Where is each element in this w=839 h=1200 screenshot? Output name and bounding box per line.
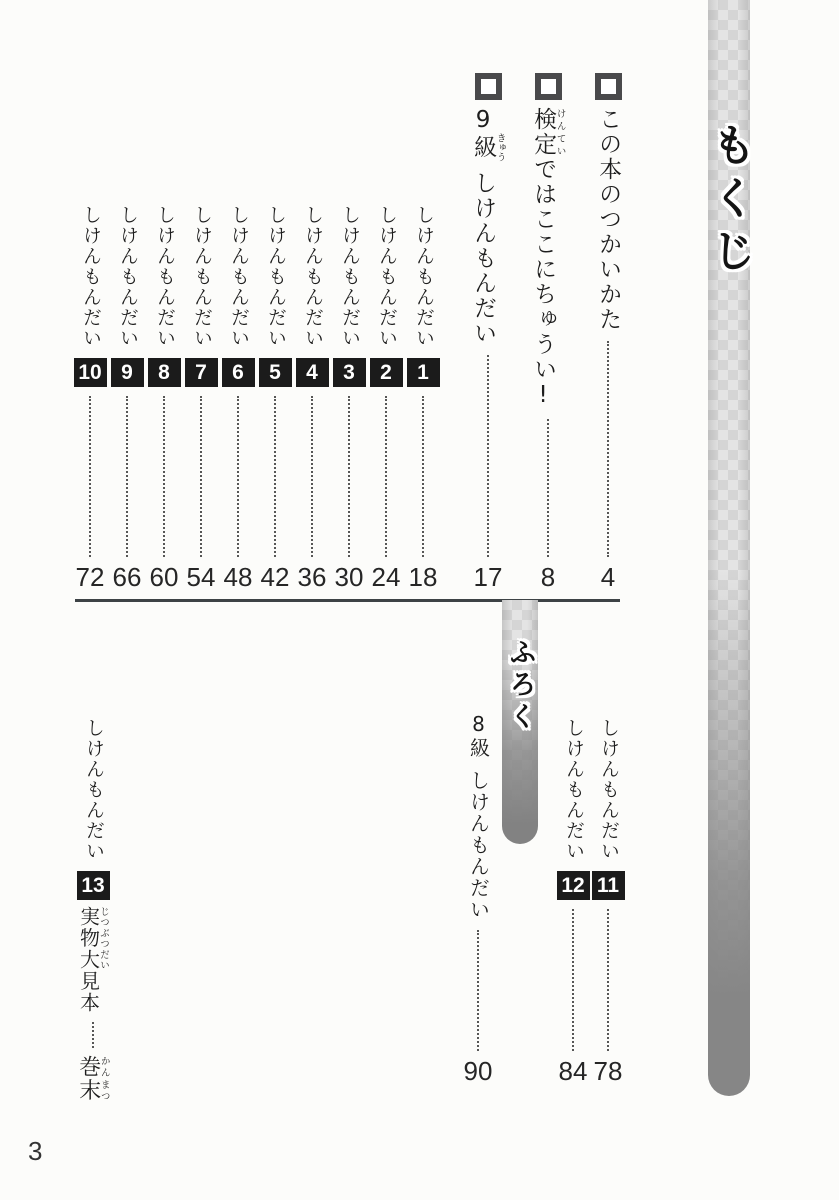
dotted-leader	[477, 930, 479, 1052]
toc-item-13	[71, 718, 115, 1102]
dotted-leader	[274, 396, 276, 558]
grade-kanji: 級	[466, 737, 491, 759]
furoku-badge-label: ふろく	[504, 638, 536, 734]
section-divider-line	[75, 599, 620, 602]
toc-entry-how-to-use	[586, 73, 630, 590]
item-label: しけんもんだい	[338, 205, 361, 349]
item-subtitle	[78, 906, 109, 1014]
item-number-badge: 13	[77, 871, 110, 900]
ruby-base: 巻末	[75, 1055, 101, 1102]
dotted-leader	[385, 396, 387, 558]
page-number: 24	[371, 562, 401, 592]
page-number: 90	[463, 1056, 493, 1086]
item-number-badge: 3	[333, 358, 366, 387]
item-number-badge: 9	[111, 358, 144, 387]
page-number: 48	[223, 562, 253, 592]
folio-page-number: 3	[28, 1136, 43, 1166]
title-rest: しけんもんだい	[466, 770, 491, 921]
grade-digit: 9	[470, 107, 497, 135]
page-number: 42	[260, 562, 290, 592]
square-bullet-icon	[535, 73, 562, 100]
page-number: 60	[149, 562, 179, 592]
item-label: しけんもんだい	[82, 718, 105, 862]
toc-item-3	[331, 205, 367, 590]
page-number: 18	[408, 562, 438, 592]
ruby-furigana: じつぶつだい	[98, 905, 109, 970]
page-number: 84	[558, 1056, 588, 1086]
dotted-leader	[348, 396, 350, 558]
toc-item-10	[72, 205, 108, 590]
dotted-leader	[92, 1022, 94, 1048]
item-number-badge: 2	[370, 358, 403, 387]
toc-item-7	[183, 205, 219, 590]
dotted-leader	[487, 355, 489, 557]
item-number-badge: 5	[259, 358, 292, 387]
page-number: 36	[297, 562, 327, 592]
toc-item-8	[146, 205, 182, 590]
mokuji-title: もくじ	[704, 122, 755, 281]
item-number-badge: 6	[222, 358, 255, 387]
dotted-leader	[547, 419, 549, 557]
item-label: しけんもんだい	[597, 718, 620, 862]
toc-item-12	[555, 718, 591, 1084]
ruby-furigana: きゅう	[494, 133, 506, 162]
title-rest: ではここにちゅうい!	[530, 157, 557, 410]
dotted-leader	[607, 909, 609, 1052]
toc-item-6	[220, 205, 256, 590]
item-label: しけんもんだい	[153, 205, 176, 349]
ruby-base: 実物大	[76, 905, 101, 970]
item-number-badge: 8	[148, 358, 181, 387]
dotted-leader	[311, 396, 313, 558]
toc-item-9	[109, 205, 145, 590]
square-bullet-icon	[595, 73, 622, 100]
ruby-base: 検定	[530, 107, 557, 157]
item-number-badge: 10	[74, 358, 107, 387]
dotted-leader	[89, 396, 91, 558]
item-label: しけんもんだい	[264, 205, 287, 349]
mokuji-tab-bar	[704, 0, 755, 1096]
ruby-furigana: けんてい	[554, 107, 566, 157]
toc-item-4	[294, 205, 330, 590]
item-label: しけんもんだい	[190, 205, 213, 349]
toc-entry-title	[468, 712, 489, 921]
dotted-leader	[572, 909, 574, 1052]
dotted-leader	[422, 396, 424, 558]
item-label: しけんもんだい	[562, 718, 585, 862]
item-number-badge: 7	[185, 358, 218, 387]
item-label: しけんもんだい	[301, 205, 324, 349]
item-number-badge: 1	[407, 358, 440, 387]
title-rest: しけんもんだい	[470, 171, 497, 346]
page-number: 30	[334, 562, 364, 592]
toc-item-5	[257, 205, 293, 590]
toc-item-1	[405, 205, 441, 590]
item-label: しけんもんだい	[375, 205, 398, 349]
grade-digit: 8	[466, 712, 491, 738]
toc-entry-8kyu-test	[456, 712, 500, 1084]
dotted-leader	[163, 396, 165, 558]
furoku-badge	[502, 600, 538, 844]
page-number: 54	[186, 562, 216, 592]
ruby-base: 級	[470, 133, 497, 162]
dotted-leader	[607, 341, 609, 557]
toc-entry-9kyu-test	[466, 73, 510, 590]
item-label: しけんもんだい	[79, 205, 102, 349]
toc-item-11	[590, 718, 626, 1084]
page-number: 4	[600, 562, 616, 592]
page-number: 78	[593, 1056, 623, 1086]
toc-entry-title: この本のつかいかた	[595, 107, 622, 332]
dotted-leader	[237, 396, 239, 558]
toc-entry-title	[531, 107, 565, 410]
item-number-badge: 11	[592, 871, 625, 900]
item-destination	[77, 1055, 110, 1102]
ruby-furigana: かんまつ	[98, 1055, 110, 1102]
dotted-leader	[200, 396, 202, 558]
dotted-leader	[126, 396, 128, 558]
item-label: しけんもんだい	[412, 205, 435, 349]
item-label: しけんもんだい	[227, 205, 250, 349]
page-number: 8	[540, 562, 556, 592]
page-number: 66	[112, 562, 142, 592]
page-number: 72	[75, 562, 105, 592]
item-number-badge: 12	[557, 871, 590, 900]
subtitle-rest: 見本	[76, 970, 101, 1013]
toc-item-2	[368, 205, 404, 590]
item-label: しけんもんだい	[116, 205, 139, 349]
square-bullet-icon	[475, 73, 502, 100]
page-number: 17	[473, 562, 503, 592]
toc-entry-title	[471, 107, 505, 346]
toc-entry-kentei-caution	[526, 73, 570, 590]
item-number-badge: 4	[296, 358, 329, 387]
